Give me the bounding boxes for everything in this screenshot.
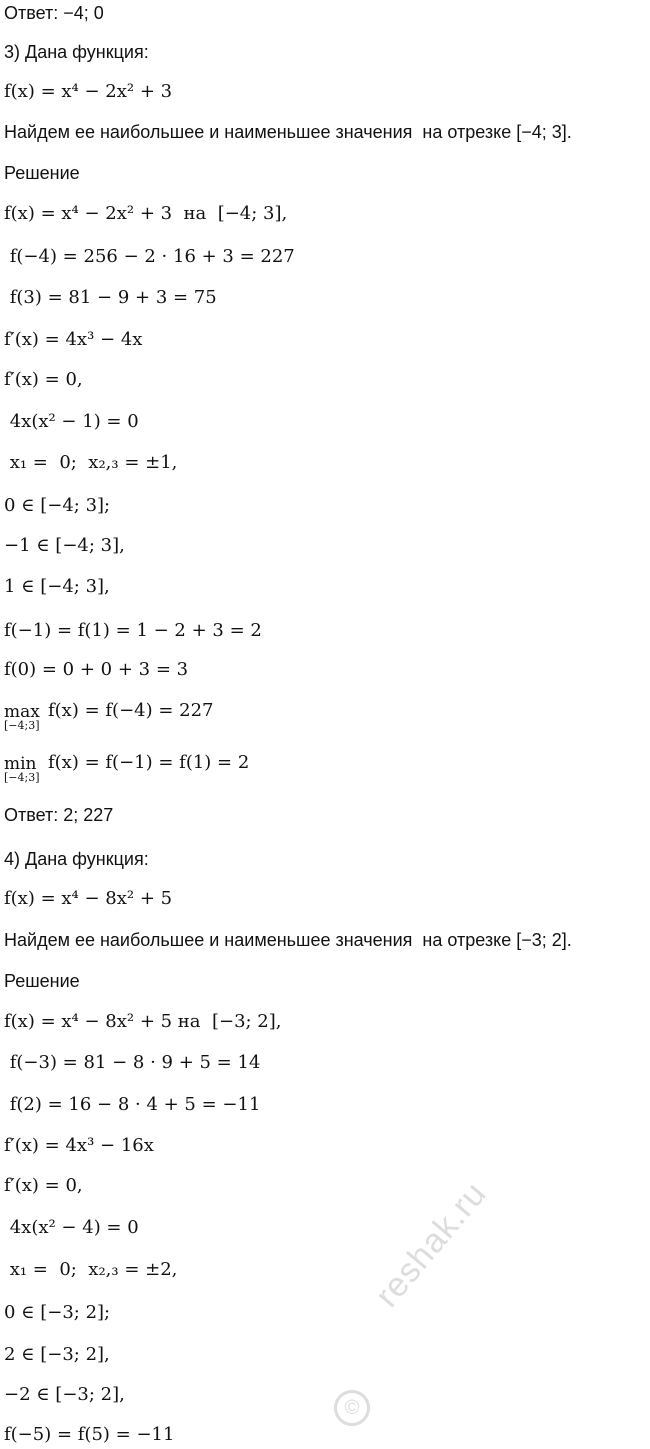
answer-prev: Ответ: −4; 0 <box>4 3 104 23</box>
task3-solution-label: Решение <box>4 163 80 183</box>
copyright-icon: © <box>334 1390 370 1426</box>
task4-derivative: f′(x) = 4x³ − 16x <box>4 1135 154 1156</box>
task4-step: 4x(x² − 4) = 0 <box>4 1217 139 1238</box>
task3-step: f(−4) = 256 − 2 · 16 + 3 = 227 <box>4 246 295 267</box>
task3-step: 1 ∈ [−4; 3], <box>4 576 110 597</box>
max-operator: max <box>4 702 40 722</box>
task3-function: f(x) = x⁴ − 2x² + 3 <box>4 81 173 102</box>
task4-function: f(x) = x⁴ − 8x² + 5 <box>4 888 173 909</box>
task3-step: f(3) = 81 − 9 + 3 = 75 <box>4 287 217 308</box>
task3-heading: 3) Дана функция: <box>4 42 149 62</box>
task4-step: f(x) = x⁴ − 8x² + 5 на [−3; 2], <box>4 1011 282 1032</box>
task3-max <box>4 702 324 736</box>
task4-step: f(−5) = f(5) = −11 <box>4 1424 175 1445</box>
min-expression: f(x) = f(−1) = f(1) = 2 <box>48 752 250 773</box>
task3-step: f(−1) = f(1) = 1 − 2 + 3 = 2 <box>4 620 262 641</box>
min-interval: [−4;3] <box>4 771 40 784</box>
task3-step: 0 ∈ [−4; 3]; <box>4 495 111 516</box>
task4-step: f(2) = 16 − 8 · 4 + 5 = −11 <box>4 1094 261 1115</box>
task3-step: f′(x) = 0, <box>4 369 83 390</box>
task4-statement: Найдем ее наибольшее и наименьшее значения на отрезке [−3; 2]. <box>4 930 572 950</box>
task3-statement: Найдем ее наибольшее и наименьшее значения на отрезке [−4; 3]. <box>4 122 572 142</box>
max-expression: f(x) = f(−4) = 227 <box>48 700 214 721</box>
task3-step: −1 ∈ [−4; 3], <box>4 535 125 556</box>
task4-step: −2 ∈ [−3; 2], <box>4 1384 125 1405</box>
task3-answer: Ответ: 2; 227 <box>4 805 114 825</box>
task4-roots: x₁ = 0; x₂,₃ = ±2, <box>4 1259 178 1280</box>
min-operator: min <box>4 754 37 774</box>
task4-step: f′(x) = 0, <box>4 1175 83 1196</box>
task4-step: 0 ∈ [−3; 2]; <box>4 1302 111 1323</box>
task3-step: 4x(x² − 1) = 0 <box>4 411 139 432</box>
task3-min <box>4 754 324 788</box>
task4-step: f(−3) = 81 − 8 · 9 + 5 = 14 <box>4 1052 261 1073</box>
task4-step: 2 ∈ [−3; 2], <box>4 1344 110 1365</box>
task3-roots: x₁ = 0; x₂,₃ = ±1, <box>4 452 178 473</box>
watermark: reshak.ru <box>368 1174 494 1315</box>
task3-step: f(x) = x⁴ − 2x² + 3 на [−4; 3], <box>4 203 288 224</box>
task4-heading: 4) Дана функция: <box>4 849 149 869</box>
task3-step: f(0) = 0 + 0 + 3 = 3 <box>4 659 189 680</box>
task3-derivative: f′(x) = 4x³ − 4x <box>4 329 143 350</box>
max-interval: [−4;3] <box>4 719 40 732</box>
task4-solution-label: Решение <box>4 971 80 991</box>
